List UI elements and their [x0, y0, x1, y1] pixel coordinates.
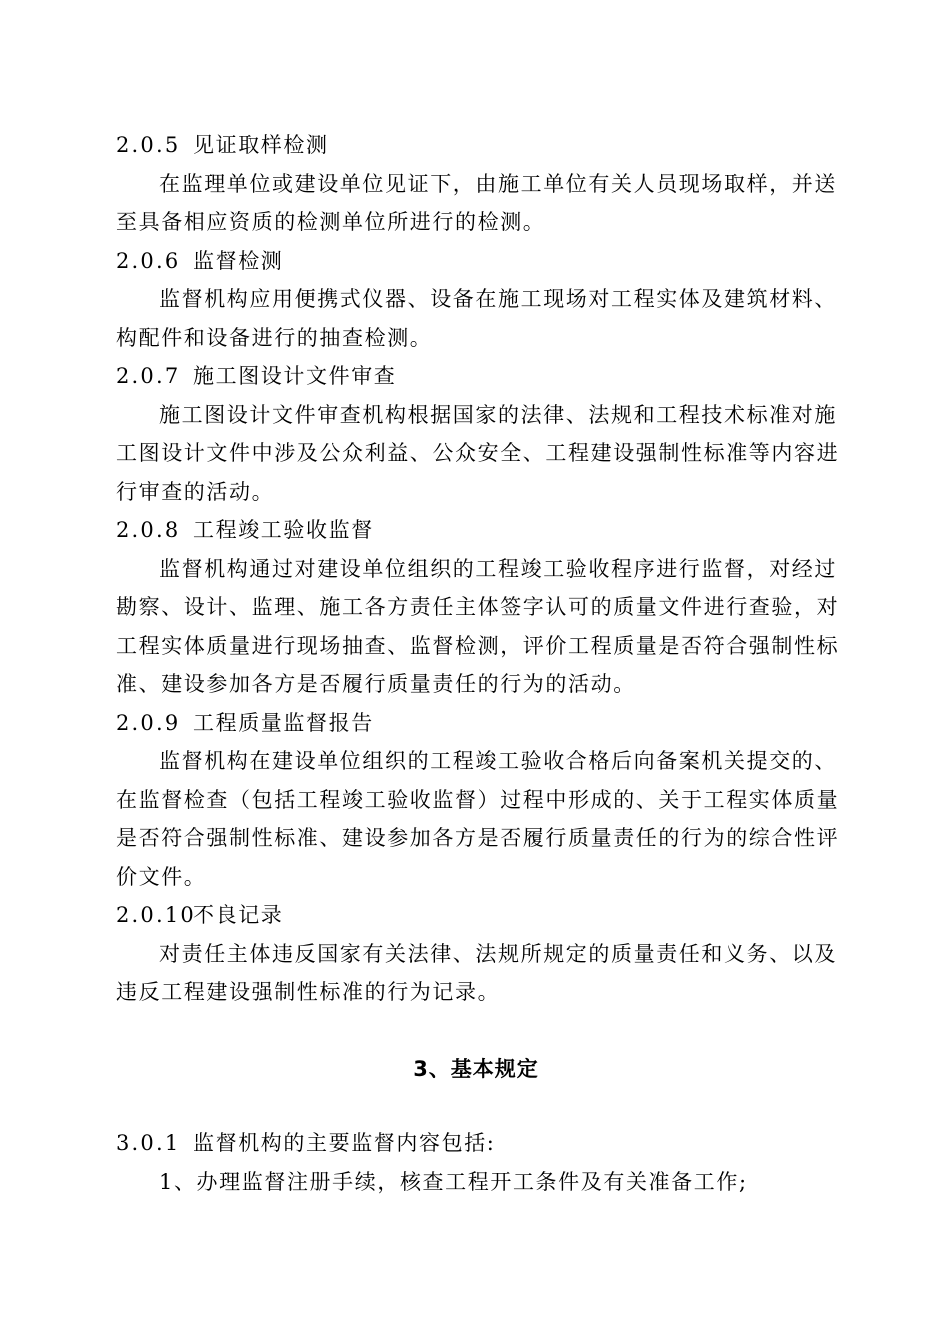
clause-number: 3.0.1	[116, 1131, 181, 1155]
paragraph-line: 构配件和设备进行的抽查检测。	[116, 325, 433, 350]
paragraph-line: 监督机构应用便携式仪器、设备在施工现场对工程实体及建筑材料、	[159, 287, 837, 311]
paragraph-line: 勘察、设计、监理、施工各方责任主体签字认可的质量文件进行查验，对	[116, 595, 840, 619]
paragraph-line: 违反工程建设强制性标准的行为记录。	[116, 980, 501, 1004]
chapter-title: 3、基本规定	[413, 1056, 539, 1081]
clause-title: 见证取样检测	[193, 133, 329, 157]
clause-title: 监督检测	[193, 248, 284, 273]
clause-title: 工程竣工验收监督	[193, 518, 374, 542]
clause-title: 监督机构的主要监督内容包括:	[193, 1131, 496, 1155]
clause-title: 工程质量监督报告	[193, 710, 374, 735]
paragraph-line: 对责任主体违反国家有关法律、法规所规定的质量责任和义务、以及	[159, 941, 837, 966]
clause-heading-2-0-8	[116, 511, 836, 550]
paragraph-line: 准、建设参加各方是否履行质量责任的行为的活动。	[116, 672, 636, 696]
paragraph-line: 至具备相应资质的检测单位所进行的检测。	[116, 210, 546, 234]
paragraph-line: 价文件。	[116, 864, 207, 889]
clause-title: 施工图设计文件审查	[193, 364, 397, 388]
paragraph-line: 施工图设计文件审查机构根据国家的法律、法规和工程技术标准对施	[159, 402, 837, 427]
clause-number: 2.0.10	[116, 903, 196, 927]
paragraph-line: 监督机构在建设单位组织的工程竣工验收合格后向备案机关提交的、	[159, 749, 837, 773]
clause-number: 2.0.8	[116, 518, 181, 542]
clause-heading-2-0-7	[116, 357, 836, 396]
clause-heading-3-0-1	[116, 1124, 836, 1163]
list-item: 1、办理监督注册手续，核查工程开工条件及有关准备工作;	[159, 1169, 748, 1194]
clause-heading-2-0-5	[116, 126, 836, 165]
clause-number: 2.0.5	[116, 133, 181, 157]
paragraph-line: 行审查的活动。	[116, 479, 275, 504]
clause-number: 2.0.6	[116, 248, 181, 273]
clause-heading-2-0-9	[116, 704, 836, 743]
clause-number: 2.0.9	[116, 710, 181, 735]
paragraph-line: 工图设计文件中涉及公众利益、公众安全、工程建设强制性标准等内容进	[116, 441, 840, 465]
paragraph-line: 是否符合强制性标准、建设参加各方是否履行质量责任的行为的综合性评	[116, 826, 840, 850]
paragraph-line: 工程实体质量进行现场抽查、监督检测，评价工程质量是否符合强制性标	[116, 633, 840, 658]
clause-heading-2-0-10	[116, 896, 836, 935]
paragraph-line: 在监督检查（包括工程竣工验收监督）过程中形成的、关于工程实体质量	[116, 787, 840, 812]
clause-number: 2.0.7	[116, 364, 181, 388]
paragraph-line: 监督机构通过对建设单位组织的工程竣工验收程序进行监督，对经过	[159, 556, 837, 581]
paragraph-line: 在监理单位或建设单位见证下，由施工单位有关人员现场取样，并送	[159, 171, 837, 196]
clause-heading-2-0-6	[116, 242, 836, 281]
clause-title: 不良记录	[193, 903, 284, 927]
